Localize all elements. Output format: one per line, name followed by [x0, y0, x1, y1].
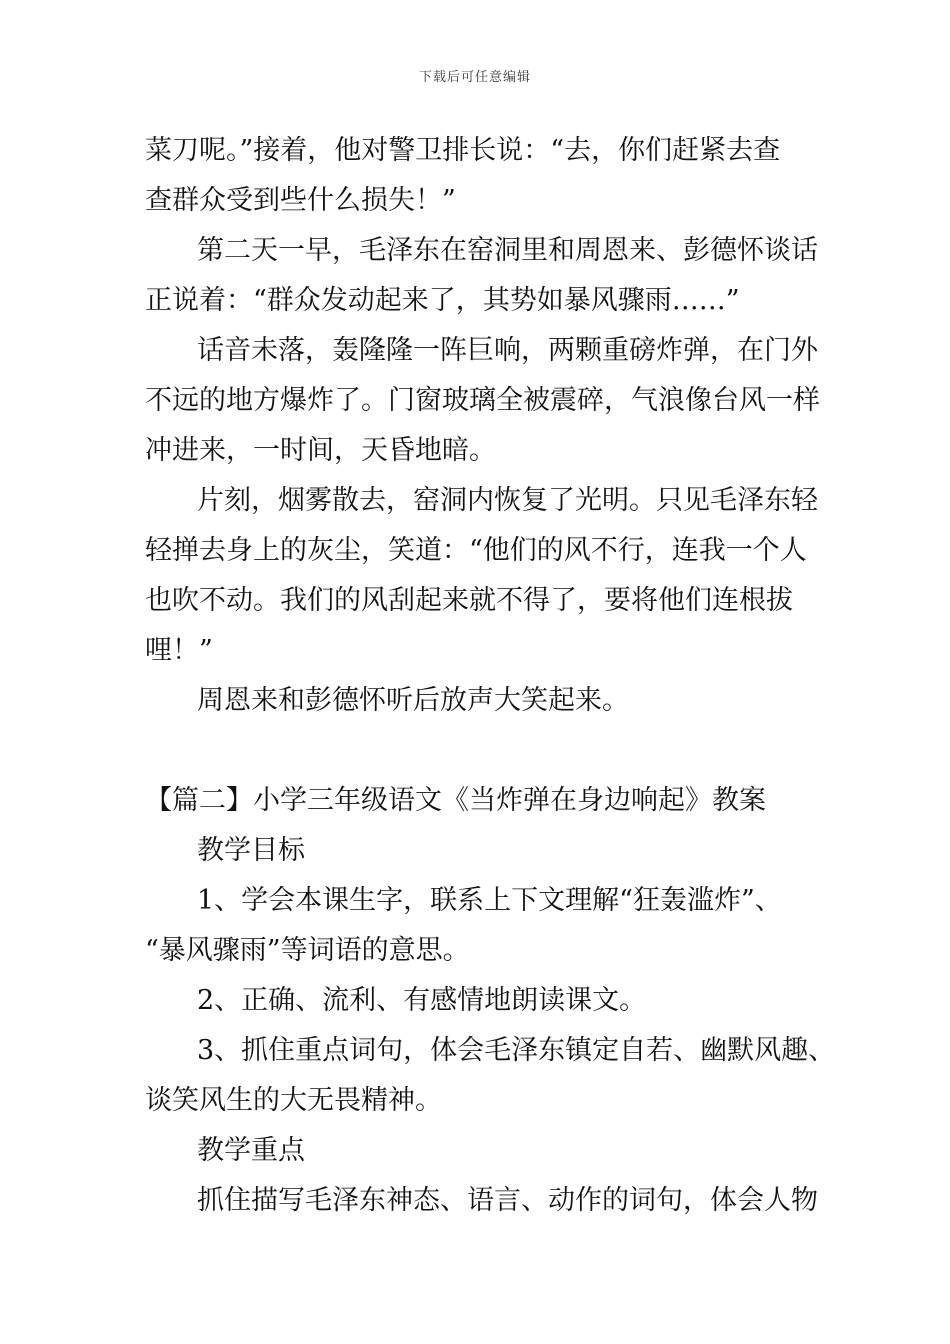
list-item: 2、正确、流利、有感情地朗读课文。: [197, 985, 647, 1016]
text-line: 哩！”: [145, 635, 213, 666]
list-item: 1、学会本课生字，联系上下文理解“狂轰滥炸”、: [197, 885, 782, 916]
section-spacer: [145, 726, 810, 776]
page-header-note: 下载后可任意编辑: [418, 70, 531, 85]
text-line: 轻掸去身上的灰尘，笑道：“他们的风不行，连我一个人: [145, 535, 807, 566]
text-line: 查群众受到些什么损失！”: [145, 185, 456, 216]
text-line: 片刻，烟雾散去，窑洞内恢复了光明。只见毛泽东轻: [197, 485, 818, 516]
subheading: 教学重点: [197, 1135, 305, 1166]
text-line: 周恩来和彭德怀听后放声大笑起来。: [197, 685, 629, 716]
text-line: 第二天一早，毛泽东在窑洞里和周恩来、彭德怀谈话: [197, 235, 818, 266]
text-line: 菜刀呢。”接着，他对警卫排长说：“去，你们赶紧去查: [145, 135, 781, 166]
section-heading: 【篇二】小学三年级语文《当炸弹在身边响起》教案: [145, 785, 766, 816]
text-line: 抓住描写毛泽东神态、语言、动作的词句，体会人物: [197, 1185, 818, 1216]
text-line: “暴风骤雨”等词语的意思。: [145, 935, 470, 966]
subheading: 教学目标: [197, 835, 305, 866]
text-line: 正说着：“群众发动起来了，其势如暴风骤雨……”: [145, 285, 740, 316]
text-line: 谈笑风生的大无畏精神。: [145, 1085, 442, 1116]
list-item: 3、抓住重点词句，体会毛泽东镇定自若、幽默风趣、: [197, 1035, 836, 1066]
text-line: 也吹不动。我们的风刮起来就不得了，要将他们连根拔: [145, 585, 793, 616]
text-line: 冲进来，一时间，天昏地暗。: [145, 435, 496, 466]
text-line: 话音未落，轰隆隆一阵巨响，两颗重磅炸弹，在门外: [197, 335, 818, 366]
text-line: 不远的地方爆炸了。门窗玻璃全被震碎，气浪像台风一样: [145, 385, 820, 416]
document-body: [145, 126, 836, 1226]
